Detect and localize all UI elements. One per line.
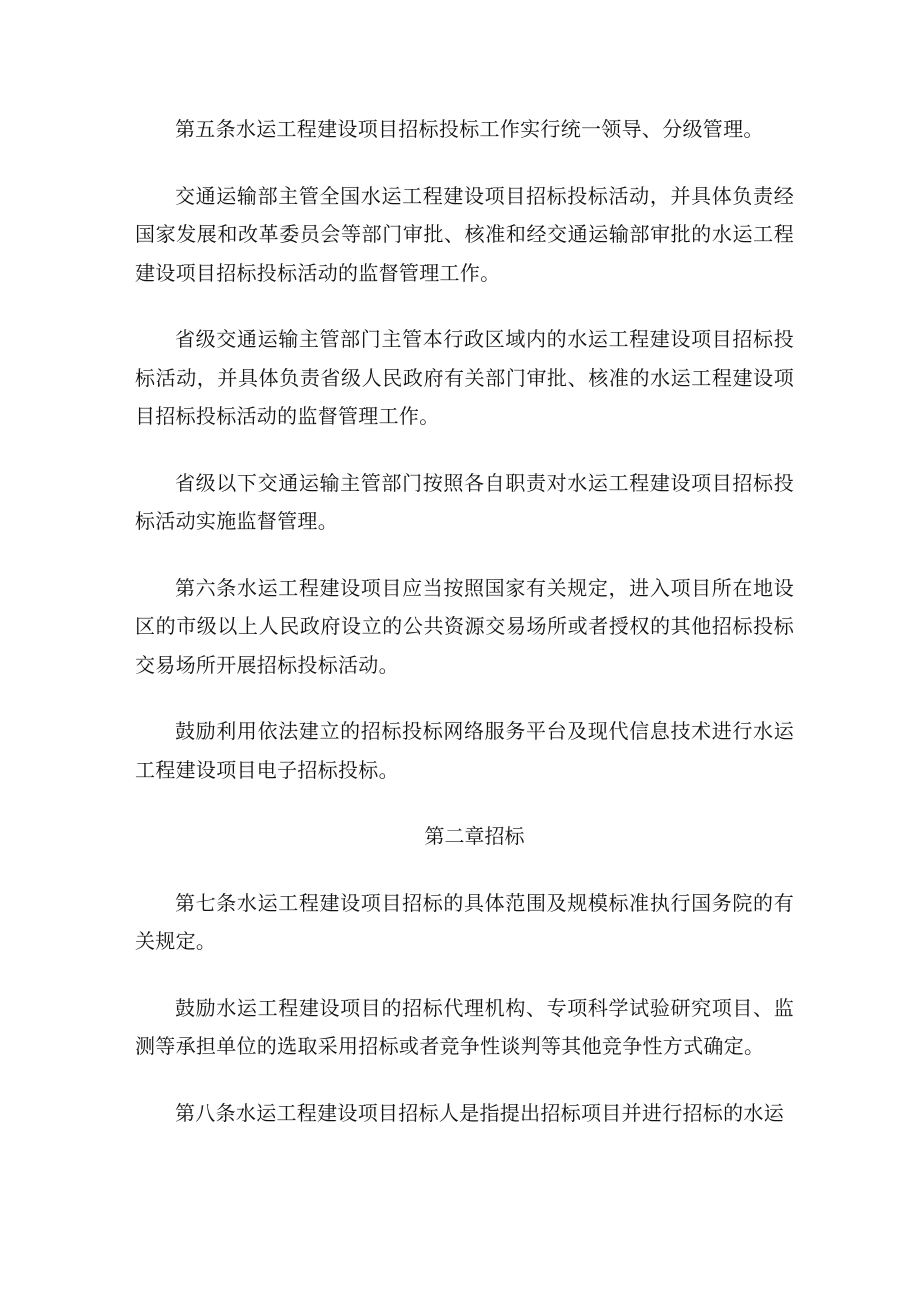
paragraph-provincial-responsibility: 省级交通运输主管部门主管本行政区域内的水运工程建设项目招标投标活动，并具体负责省级人民政府有关部门审批、核准的水运工程建设项目招标投标活动的监督管理工作。 <box>135 327 794 428</box>
paragraph-competitive-selection: 鼓励水运工程建设项目的招标代理机构、专项科学试验研究项目、监测等承担单位的选取采用招标或者竞争性谈判等其他竞争性方式确定。 <box>135 995 794 1058</box>
paragraph-electronic-bidding: 鼓励利用依法建立的招标投标网络服务平台及现代信息技术进行水运工程建设项目电子招标投标。 <box>135 719 794 782</box>
paragraph-article-7: 第七条水运工程建设项目招标的具体范围及规模标准执行国务院的有关规定。 <box>135 890 794 953</box>
paragraph-ministry-responsibility: 交通运输部主管全国水运工程建设项目招标投标活动，并具体负责经国家发展和改革委员会等部门审批、核准和经交通运输部审批的水运工程建设项目招标投标活动的监督管理工作。 <box>135 183 794 285</box>
paragraph-article-8: 第八条水运工程建设项目招标人是指提出招标项目并进行招标的水运 <box>175 1100 784 1125</box>
paragraph-article-5: 第五条水运工程建设项目招标投标工作实行统一领导、分级管理。 <box>175 117 764 141</box>
chapter-heading: 第二章招标 <box>424 824 525 848</box>
paragraph-article-6: 第六条水运工程建设项目应当按照国家有关规定，进入项目所在地设区的市级以上人民政府设立的公共资源交易场所或者授权的其他招标投标交易场所开展招标投标活动。 <box>135 575 794 677</box>
paragraph-sub-provincial-responsibility: 省级以下交通运输主管部门按照各自职责对水运工程建设项目招标投标活动实施监督管理。 <box>135 470 794 533</box>
